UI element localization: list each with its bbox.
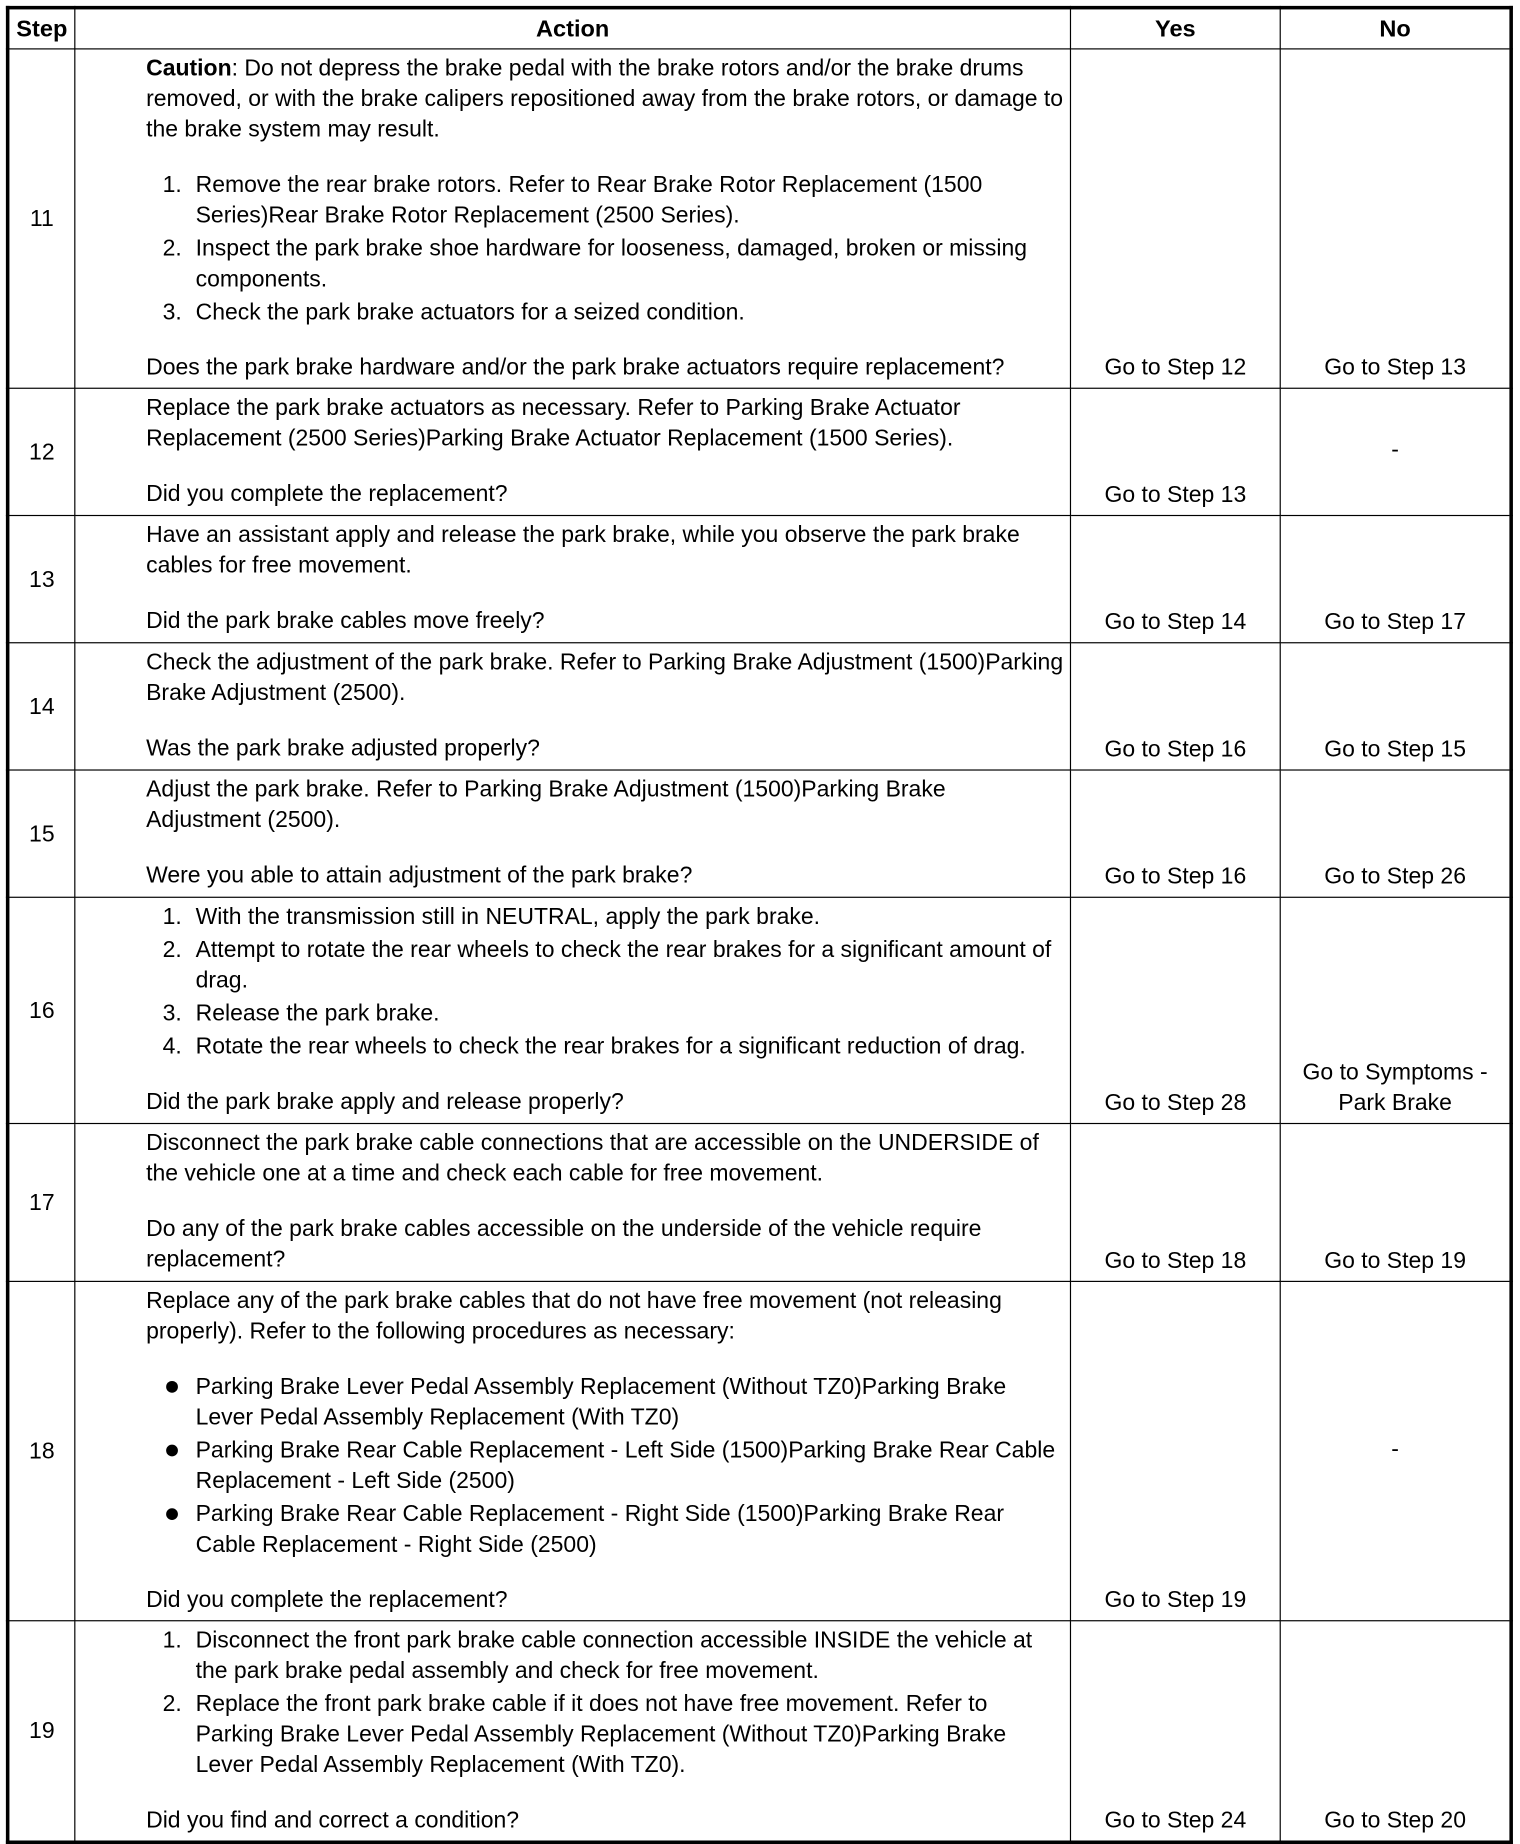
table-row bbox=[8, 770, 1512, 897]
question-text: Were you able to attain adjustment of the park brake? bbox=[146, 862, 693, 889]
action-cell bbox=[75, 770, 1071, 897]
question-text: Does the park brake hardware and/or the park brake actuators require replacement? bbox=[146, 354, 1005, 381]
action-text: Disconnect the park brake cable connections that are accessible on the UNDERSIDE of the vehicle one at a time and check each cable for free movement. bbox=[146, 1129, 1039, 1187]
action-cell bbox=[75, 1281, 1071, 1620]
table-row bbox=[8, 897, 1512, 1123]
action-text: Check the adjustment of the park brake. Refer to Parking Brake Adjustment (1500)Parking Brake Adjustment (2500). bbox=[146, 649, 1064, 706]
step-number: 18 bbox=[8, 1281, 75, 1620]
table-row bbox=[8, 1281, 1512, 1620]
no-cell bbox=[1280, 897, 1511, 1123]
no-cell: Go to Step 19 bbox=[1280, 1124, 1511, 1282]
action-cell bbox=[75, 897, 1071, 1123]
action-text: Replace any of the park brake cables that do not have free movement (not releasing properly). Refer to the following procedures as necessary: bbox=[146, 1287, 1002, 1345]
action-cell bbox=[75, 388, 1071, 515]
action-cell bbox=[75, 516, 1071, 643]
step-number: 17 bbox=[8, 1124, 75, 1282]
procedure-list bbox=[146, 1372, 1065, 1561]
table-row bbox=[8, 388, 1512, 515]
table-row bbox=[8, 516, 1512, 643]
table-header-row bbox=[8, 8, 1512, 49]
action-text: Adjust the park brake. Refer to Parking Brake Adjustment (1500)Parking Brake Adjustment (2500). bbox=[146, 776, 946, 834]
yes-cell: Go to Step 12 bbox=[1070, 49, 1280, 388]
action-steps bbox=[146, 170, 1065, 328]
yes-cell: Go to Step 19 bbox=[1070, 1281, 1280, 1620]
caution-note bbox=[146, 53, 1065, 145]
no-cell: - bbox=[1280, 1281, 1511, 1620]
yes-cell: Go to Step 18 bbox=[1070, 1124, 1280, 1282]
step-number: 12 bbox=[8, 388, 75, 515]
question-text: Did you find and correct a condition? bbox=[146, 1807, 520, 1834]
question-text: Was the park brake adjusted properly? bbox=[146, 735, 540, 762]
bullet-icon bbox=[166, 1508, 178, 1520]
question-text: Did the park brake cables move freely? bbox=[146, 608, 545, 634]
no-cell: - bbox=[1280, 388, 1511, 515]
no-cell: Go to Step 15 bbox=[1280, 643, 1511, 770]
table-row bbox=[8, 1124, 1512, 1282]
header-step: Step bbox=[8, 8, 75, 49]
yes-cell: Go to Step 16 bbox=[1070, 643, 1280, 770]
yes-cell: Go to Step 14 bbox=[1070, 516, 1280, 643]
list-item: Parking Brake Rear Cable Replacement - Right Side (1500)Parking Brake Rear Cable Replacement - Right Side (2500) bbox=[146, 1499, 1065, 1560]
list-item: 4. Rotate the rear wheels to check the rear brakes for a significant reduction of drag. bbox=[162, 1033, 1026, 1060]
list-item: 2. Replace the front park brake cable if it does not have free movement. Refer to Parking Brake Lever Pedal Assembly Replacement (Without TZ0)Parking Brake Lever Pedal Assembly Replacement (With TZ0). bbox=[162, 1690, 1007, 1779]
list-item: Parking Brake Rear Cable Replacement - Left Side (1500)Parking Brake Rear Cable Replacement - Left Side (2500) bbox=[146, 1435, 1065, 1496]
list-item: 1. Disconnect the front park brake cable connection accessible INSIDE the vehicle at the park brake pedal assembly and check for free movement. bbox=[162, 1627, 1033, 1684]
table-row bbox=[8, 643, 1512, 770]
list-item: 2. Inspect the park brake shoe hardware for looseness, damaged, broken or missing components. bbox=[162, 235, 1028, 293]
step-number: 11 bbox=[8, 49, 75, 388]
action-cell bbox=[75, 1124, 1071, 1282]
table-row bbox=[8, 1621, 1512, 1843]
action-text: Replace the park brake actuators as necessary. Refer to Parking Brake Actuator Replacement (2500 Series)Parking Brake Actuator Replacement (1500 Series). bbox=[146, 394, 961, 452]
table-row bbox=[8, 49, 1512, 388]
list-item: 1. With the transmission still in NEUTRAL, apply the park brake. bbox=[162, 903, 821, 930]
caution-label: Caution bbox=[146, 55, 232, 82]
step-number: 14 bbox=[8, 643, 75, 770]
yes-cell: Go to Step 13 bbox=[1070, 388, 1280, 515]
list-item: 1. Remove the rear brake rotors. Refer to Rear Brake Rotor Replacement (1500 Series)Rear Brake Rotor Replacement (2500 Series). bbox=[162, 172, 983, 229]
question-text: Did the park brake apply and release properly? bbox=[146, 1088, 624, 1115]
step-number: 15 bbox=[8, 770, 75, 897]
yes-cell: Go to Step 24 bbox=[1070, 1621, 1280, 1843]
no-cell-text: Go to Symptoms - Park Brake bbox=[1302, 1059, 1488, 1116]
list-item: Parking Brake Lever Pedal Assembly Replacement (Without TZ0)Parking Brake Lever Pedal Assembly Replacement (With TZ0) bbox=[146, 1372, 1065, 1433]
header-no: No bbox=[1280, 8, 1511, 49]
action-steps bbox=[146, 901, 1065, 1061]
diagnostic-table bbox=[6, 6, 1513, 1844]
list-item: 3. Release the park brake. bbox=[162, 1000, 440, 1027]
no-cell: Go to Step 26 bbox=[1280, 770, 1511, 897]
action-cell bbox=[75, 1621, 1071, 1843]
step-number: 13 bbox=[8, 516, 75, 643]
list-item: 2. Attempt to rotate the rear wheels to check the rear brakes for a significant amount of drag. bbox=[162, 936, 1052, 994]
bullet-icon bbox=[166, 1381, 178, 1393]
step-number: 19 bbox=[8, 1621, 75, 1843]
question-text: Do any of the park brake cables accessible on the underside of the vehicle require replacement? bbox=[146, 1216, 982, 1273]
action-cell bbox=[75, 49, 1071, 388]
action-steps bbox=[146, 1625, 1065, 1781]
yes-cell: Go to Step 16 bbox=[1070, 770, 1280, 897]
yes-cell: Go to Step 28 bbox=[1070, 897, 1280, 1123]
action-text: Have an assistant apply and release the park brake, while you observe the park brake cables for free movement. bbox=[146, 521, 1020, 579]
no-cell: Go to Step 13 bbox=[1280, 49, 1511, 388]
caution-text: : Do not depress the brake pedal with the brake rotors and/or the brake drums removed, or with the brake calipers repositioned away from the brake rotors, or damage to the brake system may result. bbox=[146, 55, 1064, 143]
header-action: Action bbox=[75, 8, 1071, 49]
action-cell bbox=[75, 643, 1071, 770]
question-text: Did you complete the replacement? bbox=[146, 480, 508, 507]
question-text: Did you complete the replacement? bbox=[146, 1587, 508, 1614]
no-cell: Go to Step 20 bbox=[1280, 1621, 1511, 1843]
list-item: 3. Check the park brake actuators for a seized condition. bbox=[162, 299, 745, 326]
bullet-icon bbox=[166, 1445, 178, 1457]
no-cell: Go to Step 17 bbox=[1280, 516, 1511, 643]
step-number: 16 bbox=[8, 897, 75, 1123]
header-yes: Yes bbox=[1070, 8, 1280, 49]
